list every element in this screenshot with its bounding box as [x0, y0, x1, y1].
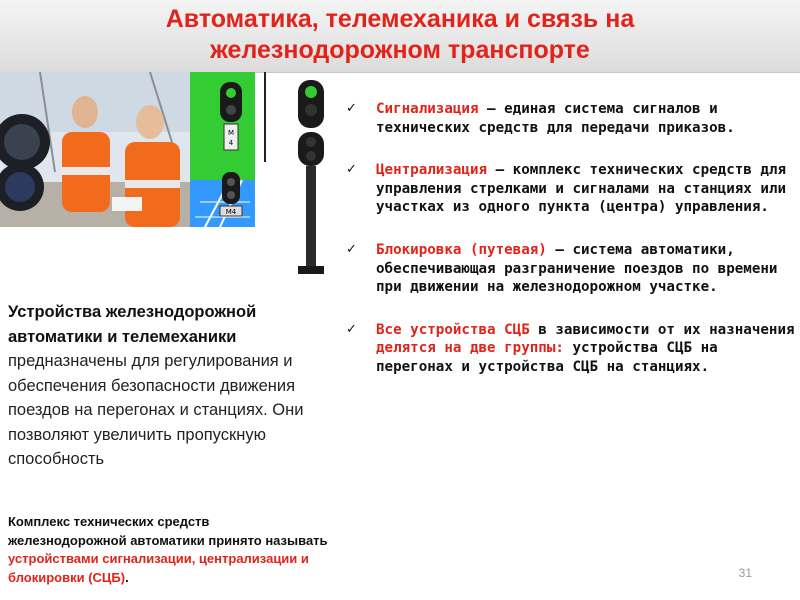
list-item	[340, 161, 795, 217]
term: Централизация	[376, 162, 488, 179]
scb-note	[8, 513, 330, 587]
title-line-2: железнодорожном транспорте	[210, 36, 590, 64]
note-red: устройствами сигнализации, централизации и блокировки (СЦБ)	[8, 551, 309, 585]
term: Блокировка (путевая)	[376, 241, 547, 258]
definition: — система автоматики, обеспечивающая разграничение поездов по времени при движении на железнодорожном участке.	[376, 241, 778, 296]
title-line-1: Автоматика, телемеханика и связь на	[165, 5, 635, 33]
page-number: 31	[738, 566, 752, 580]
workers-photo	[0, 72, 190, 227]
note-plain: Комплекс технических средств железнодорожной автоматики принято называть	[8, 514, 328, 548]
svg-text:4: 4	[228, 139, 234, 147]
note-end: .	[125, 569, 129, 585]
check-mark-icon: ✓	[346, 162, 357, 178]
definitions-list	[340, 100, 795, 401]
slide-header	[0, 0, 800, 73]
scb-all: Все устройства СЦБ	[376, 321, 530, 338]
description-paragraph	[8, 300, 326, 472]
scb-mid: в зависимости от их назначения	[529, 321, 795, 338]
list-item	[340, 321, 795, 377]
list-item	[340, 100, 795, 137]
list-item	[340, 241, 795, 297]
description-bold: Устройства железнодорожной автоматики и телемеханики	[8, 303, 257, 346]
definition: — единая система сигналов и технических средств для передачи приказов.	[376, 101, 735, 136]
svg-text:M: M	[227, 129, 235, 137]
scb-groups: делятся на две группы:	[376, 340, 564, 357]
check-mark-icon: ✓	[346, 321, 357, 337]
slide-title	[0, 4, 800, 66]
svg-text:M4: M4	[225, 208, 237, 216]
term: Сигнализация	[376, 101, 479, 117]
definition: — комплекс технических средств для управления стрелками и сигналами на станциях или участках из одного пункта (центра) управления.	[376, 162, 787, 216]
check-mark-icon: ✓	[346, 241, 357, 257]
description-rest: предназначены для регулирования и обеспечения безопасности движения поездов на перегонах и станциях. Они позволяют увеличить пропускную способность	[8, 352, 304, 468]
scb-end: устройства СЦБ на перегонах и устройства СЦБ на станциях.	[376, 340, 718, 375]
check-mark-icon: ✓	[346, 101, 357, 116]
signal-illustration	[190, 72, 340, 282]
